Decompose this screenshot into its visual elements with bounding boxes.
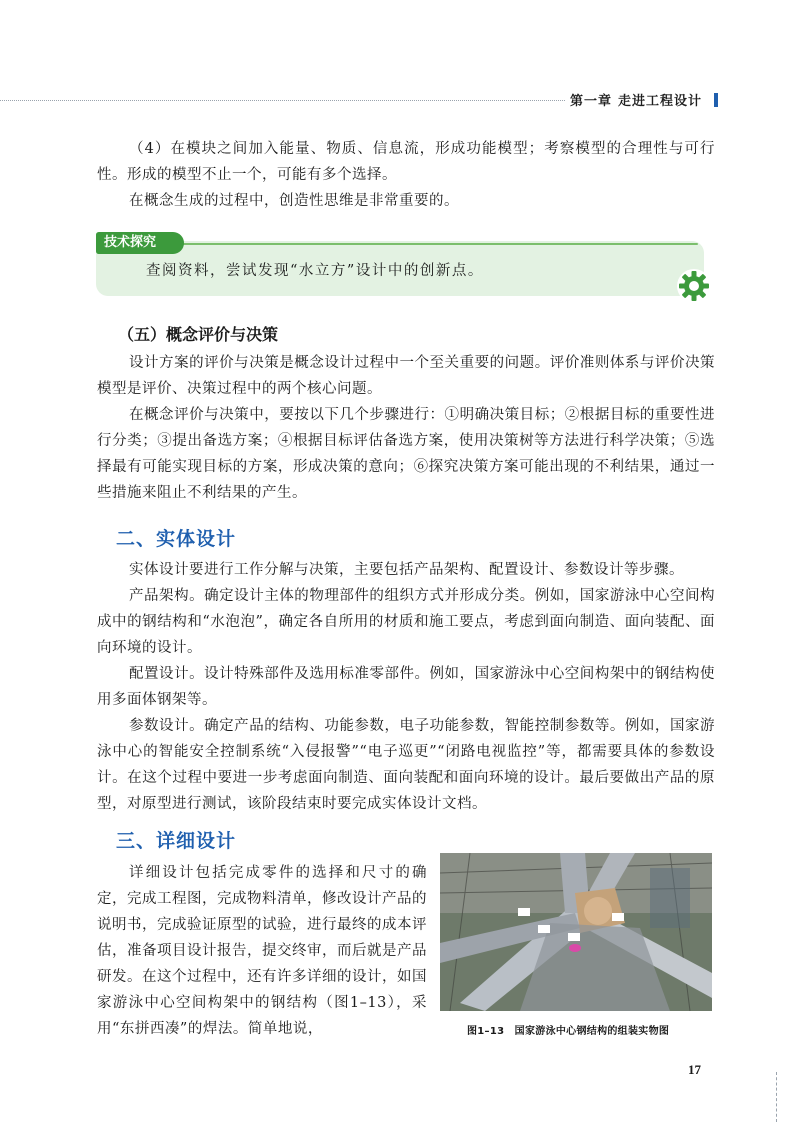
section-5-heading: （五）概念评价与决策	[118, 325, 279, 344]
detail-design-heading: 三、详细设计	[116, 830, 237, 852]
gear-icon	[676, 268, 712, 304]
header-rule	[0, 100, 565, 101]
tech-explore-tag-line	[180, 243, 698, 245]
entity-design-heading: 二、实体设计	[116, 528, 237, 550]
steel-structure-photo	[440, 853, 712, 1011]
entity-paragraph-4: 参数设计。确定产品的结构、功能参数，电子功能参数，智能控制参数等。例如，国家游泳中心的智能安全控制系统“入侵报警”“电子巡更”“闭路电视监控”等，都需要具体的参数设计。在这个过程中要进一步考虑面向制造、面向装配和面向环境的设计。最后要做出产品的原型，对原型进行测试，该阶段结束时要完成实体设计文档。	[97, 718, 715, 812]
page-number: 17	[688, 1062, 701, 1077]
entity-paragraph-1: 实体设计要进行工作分解与决策，主要包括产品架构、配置设计、参数设计等步骤。	[129, 562, 684, 578]
running-header	[570, 90, 718, 109]
margin-cut-mark	[776, 1072, 778, 1122]
header-accent-bar	[714, 93, 718, 107]
section-5-paragraph-1: 设计方案的评价与决策是概念设计过程中一个至关重要的问题。评价准则体系与评价决策模型是评价、决策过程中的两个核心问题。	[97, 355, 715, 397]
entity-paragraph-2: 产品架构。确定设计主体的物理部件的组织方式并形成分类。例如，国家游泳中心空间构成中的钢结构和“水泡泡”，确定各自所用的材质和施工要点，考虑到面向制造、面向装配、面向环境的设计。	[97, 588, 715, 656]
figure-caption: 图1–13 国家游泳中心钢结构的组装实物图	[467, 1026, 670, 1037]
tech-explore-text: 查阅资料，尝试发现“水立方”设计中的创新点。	[146, 263, 484, 279]
detail-paragraph-1: 详细设计包括完成零件的选择和尺寸的确定，完成工程图，完成物料清单，修改设计产品的说明书，完成验证原型的试验，进行最终的成本评估，准备项目设计报告，提交终审，而后就是产品研发。在这个过程中，还有许多详细的设计，如国家游泳中心空间构架中的钢结构（图1–13），采用“东拼西凑”的焊法。简单地说，	[97, 865, 427, 1037]
chapter-number: 第一章	[570, 94, 613, 109]
tech-explore-tag: 技术探究	[96, 232, 184, 254]
entity-paragraph-3: 配置设计。设计特殊部件及选用标准零部件。例如，国家游泳中心空间构架中的钢结构使用多面体钢架等。	[97, 666, 715, 708]
intro-paragraph-2: 在概念生成的过程中，创造性思维是非常重要的。	[129, 193, 459, 209]
section-5-paragraph-2: 在概念评价与决策中，要按以下几个步骤进行：①明确决策目标；②根据目标的重要性进行分类；③提出备选方案；④根据目标评估备选方案，使用决策树等方法进行科学决策；⑤选择最有可能实现目标的方案，形成决策的意向；⑥探究决策方案可能出现的不利结果，通过一些措施来阻止不利结果的产生。	[97, 407, 715, 501]
intro-paragraph-1: （4）在模块之间加入能量、物质、信息流，形成功能模型；考察模型的合理性与可行性。形成的模型不止一个，可能有多个选择。	[97, 141, 715, 183]
chapter-title: 走进工程设计	[618, 94, 703, 109]
